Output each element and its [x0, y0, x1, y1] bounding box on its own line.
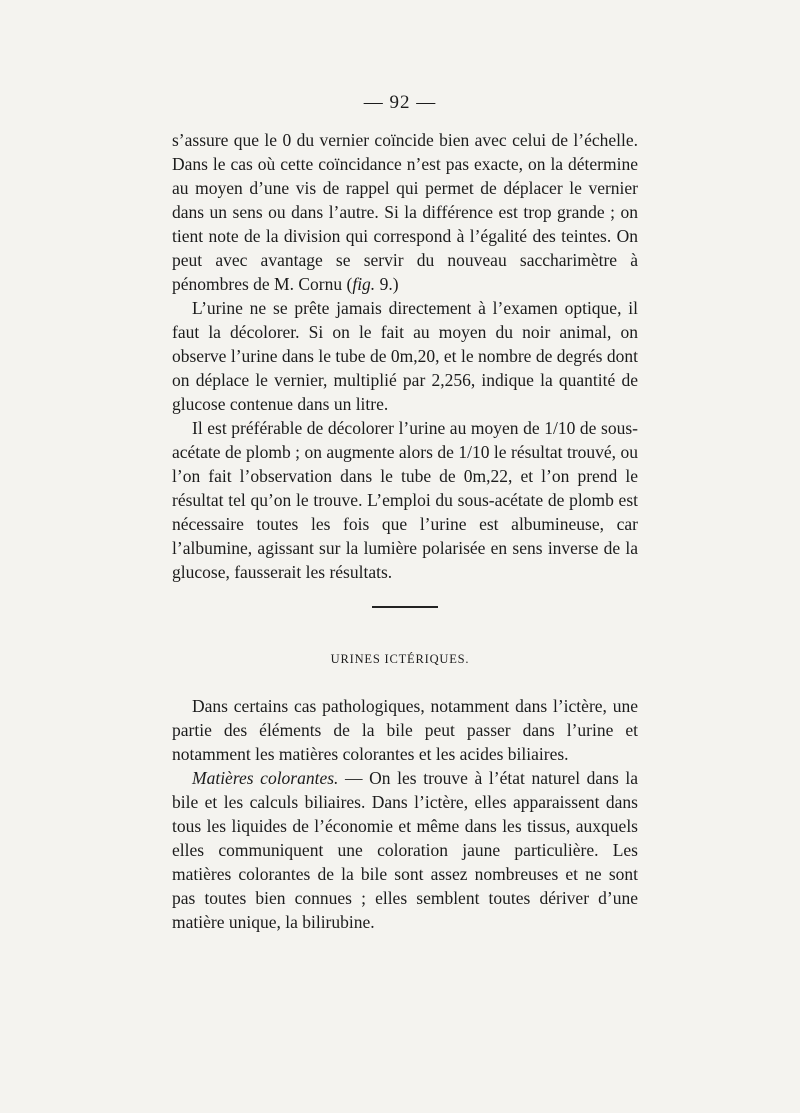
figure-reference-open: ( — [342, 274, 353, 294]
section-heading: URINES ICTÉRIQUES. — [330, 652, 470, 666]
body-text-bottom — [172, 694, 638, 934]
page-number: — 92 — — [363, 92, 437, 113]
figure-reference-label: fig. — [352, 274, 376, 294]
paragraph-intro: Dans certains cas pathologiques, notamment dans l’ictère, une partie des éléments de la bile peut passer dans l’urine et notamment les matières colorantes et les acides biliaires. — [172, 696, 638, 764]
body-text-top — [172, 128, 638, 584]
figure-reference-number: 9.) — [375, 274, 399, 294]
paragraph-matieres-colorantes — [172, 766, 638, 934]
section-divider — [372, 606, 438, 608]
paragraph-decoloration: L’urine ne se prête jamais directement à l’examen optique, il faut la décolorer. Si on le fait au moyen du noir animal, on observe l’urine dans le tube de 0m,20, et le nombre de degrés dont on déplace le vernier, multiplié par 2,256, indique la quantité de glucose contenue dans un litre. — [172, 298, 638, 414]
paragraph-sous-acetate: Il est préférable de décolorer l’urine au moyen de 1/10 de sous-acétate de plomb ; on augmente alors de 1/10 le résultat trouvé, ou l’on fait l’observation dans le tube de 0m,22, et l’on prend le résultat tel qu’on le trouve. L’emploi du sous-acétate de plomb est nécessaire toutes les fois que l’urine est albumineuse, car l’albumine, agissant sur la lumière polarisée en sens inverse de la glucose, fausserait les résultats. — [172, 418, 638, 582]
lead-text: — On les trouve à l’état naturel dans la bile et les calculs biliaires. Dans l’ictère, elles apparaissent dans tous les liquides de l’économie et même dans les tissus, auxquels elles communiquent une coloration jaune particulière. Les matières colorantes de la bile sont assez nombreuses et ne sont pas toutes bien connues ; elles semblent toutes dériver d’une matière unique, la bilirubine. — [172, 768, 639, 932]
paragraph-vernier — [172, 128, 638, 296]
lead-term: Matières colorantes. — [192, 768, 339, 788]
paragraph-vernier-text: s’assure que le 0 du vernier coïncide bien avec celui de l’échelle. Dans le cas où cette coïncidance n’est pas exacte, on la détermine au moyen d’une vis de rappel qui permet de déplacer le vernier dans un sens ou dans l’autre. Si la différence est trop grande ; on tient note de la division qui correspond à l’égalité des teintes. On peut avec avantage se servir du nouveau saccharimètre à pénombres de M. Cornu — [172, 130, 638, 294]
